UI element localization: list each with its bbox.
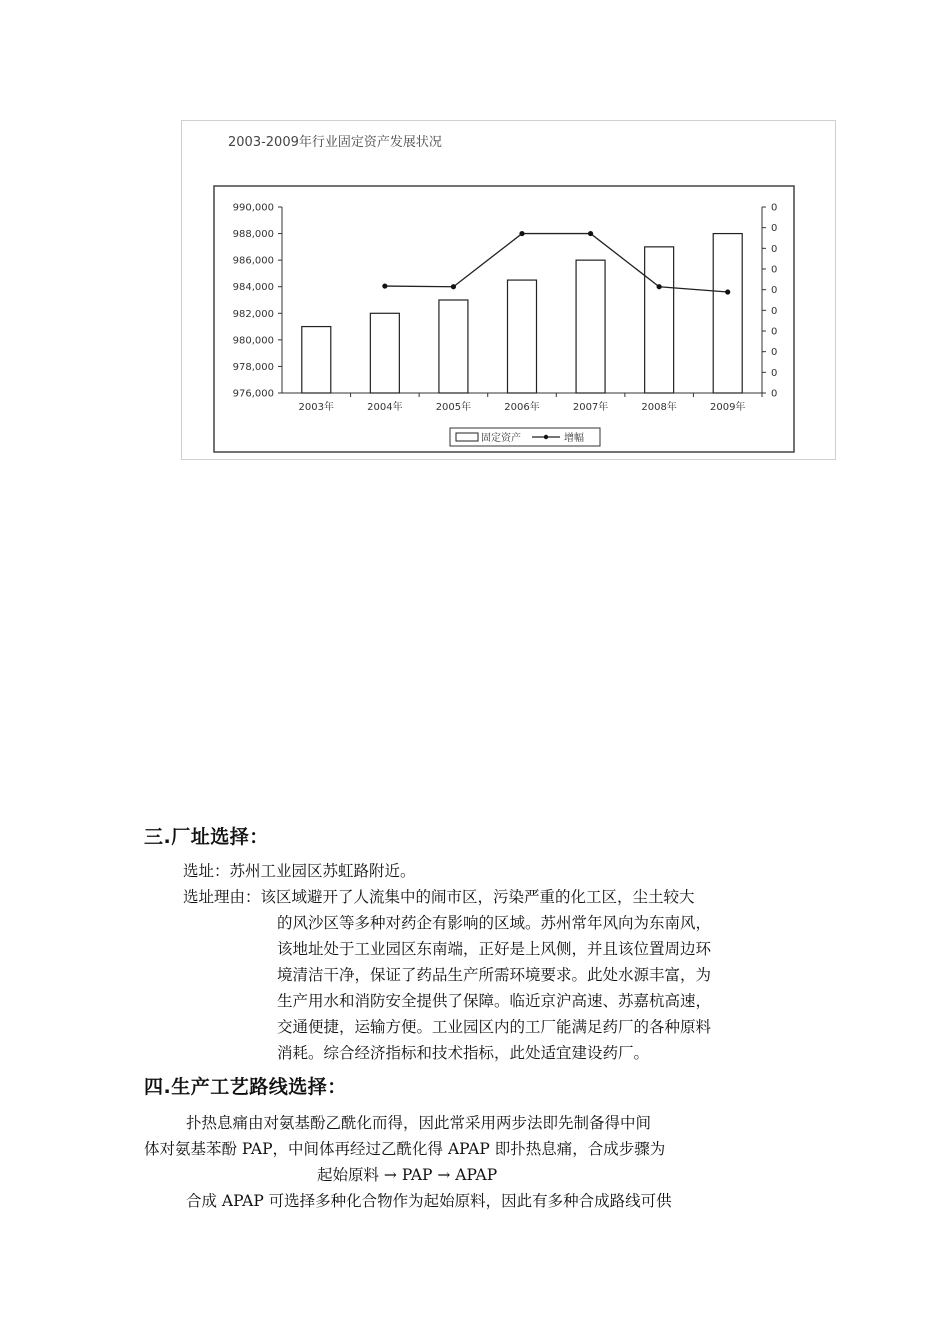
legend-line-label: 增幅 (564, 433, 584, 444)
reason-line-4: 境清洁干净，保证了药品生产所需环境要求。此处水源丰富，为 (277, 966, 712, 984)
section3-heading: 三.厂址选择： (144, 826, 269, 848)
growth-point (382, 283, 387, 288)
para-line-1: 扑热息痛由对氨基酚乙酰化而得，因此常采用两步法即先制备得中间 (186, 1114, 652, 1132)
y-tick-label: 978,000 (232, 361, 274, 373)
y2-tick-label: 0 (771, 367, 778, 379)
x-tick-label: 2008年 (641, 402, 677, 413)
reason-line-3: 该地址处于工业园区东南端，正好是上风侧，并且该位置周边环 (277, 940, 712, 958)
reason-line-2: 的风沙区等多种对药企有影响的区域。苏州常年风向为东南风， (277, 914, 712, 932)
y-tick-label: 986,000 (232, 255, 274, 267)
growth-point (725, 289, 730, 294)
legend-bar-swatch (456, 433, 478, 441)
y2-tick-label: 0 (771, 326, 778, 338)
reason-line-6: 交通便捷，运输方便。工业园区内的工厂能满足药厂的各种原料 (277, 1018, 712, 1036)
bar (713, 234, 742, 393)
x-tick-label: 2009年 (709, 402, 746, 413)
bar (576, 260, 605, 393)
reason-line-1: 选址理由：该区域避开了人流集中的闹市区，污染严重的化工区，尘土较大 (183, 888, 695, 906)
bar (439, 300, 468, 393)
y2-tick-label: 0 (771, 202, 778, 214)
growth-line (385, 234, 728, 292)
chart-title: 2003-2009年行业固定资产发展状况 (228, 135, 442, 150)
y2-tick-label: 0 (771, 264, 778, 276)
chart-figure (181, 120, 836, 460)
y-tick-label: 990,000 (232, 202, 274, 214)
site-line: 选址：苏州工业园区苏虹路附近。 (183, 862, 416, 880)
x-tick-label: 2003年 (298, 402, 335, 413)
legend-line-marker (544, 435, 548, 439)
x-tick-label: 2006年 (504, 402, 540, 413)
reason-line-7: 消耗。综合经济指标和技术指标，此处适宜建设药厂。 (277, 1044, 650, 1062)
growth-point (451, 284, 456, 289)
y-tick-label: 988,000 (232, 229, 274, 241)
reason-line-5: 生产用水和消防安全提供了保障。临近京沪高速、苏嘉杭高速， (277, 992, 712, 1010)
y-tick-label: 984,000 (232, 282, 274, 294)
y2-tick-label: 0 (771, 223, 778, 235)
y2-tick-label: 0 (771, 243, 778, 255)
y-tick-label: 976,000 (232, 388, 274, 400)
legend-bar-label: 固定资产 (481, 433, 521, 444)
growth-point (519, 231, 524, 236)
y2-tick-label: 0 (771, 347, 778, 359)
chart-svg (182, 121, 835, 459)
y-tick-label: 982,000 (232, 308, 274, 320)
x-tick-label: 2005年 (435, 402, 472, 413)
x-tick-label: 2004年 (367, 402, 403, 413)
growth-point (657, 284, 662, 289)
bar (370, 313, 399, 393)
growth-point (588, 231, 593, 236)
y2-tick-label: 0 (771, 285, 778, 297)
para-line-2: 体对氨基苯酚 PAP，中间体再经过乙酰化得 APAP 即扑热息痛，合成步骤为 (144, 1140, 666, 1158)
bar (302, 327, 331, 393)
section4-heading: 四.生产工艺路线选择： (144, 1076, 347, 1098)
bar (645, 247, 674, 393)
y-tick-label: 980,000 (232, 335, 274, 347)
bar (508, 280, 537, 393)
y2-tick-label: 0 (771, 305, 778, 317)
para-line-3: 合成 APAP 可选择多种化合物作为起始原料，因此有多种合成路线可供 (186, 1192, 672, 1210)
y2-tick-label: 0 (771, 388, 778, 400)
route-line: 起始原料 → PAP → APAP (317, 1166, 498, 1184)
x-tick-label: 2007年 (572, 402, 609, 413)
